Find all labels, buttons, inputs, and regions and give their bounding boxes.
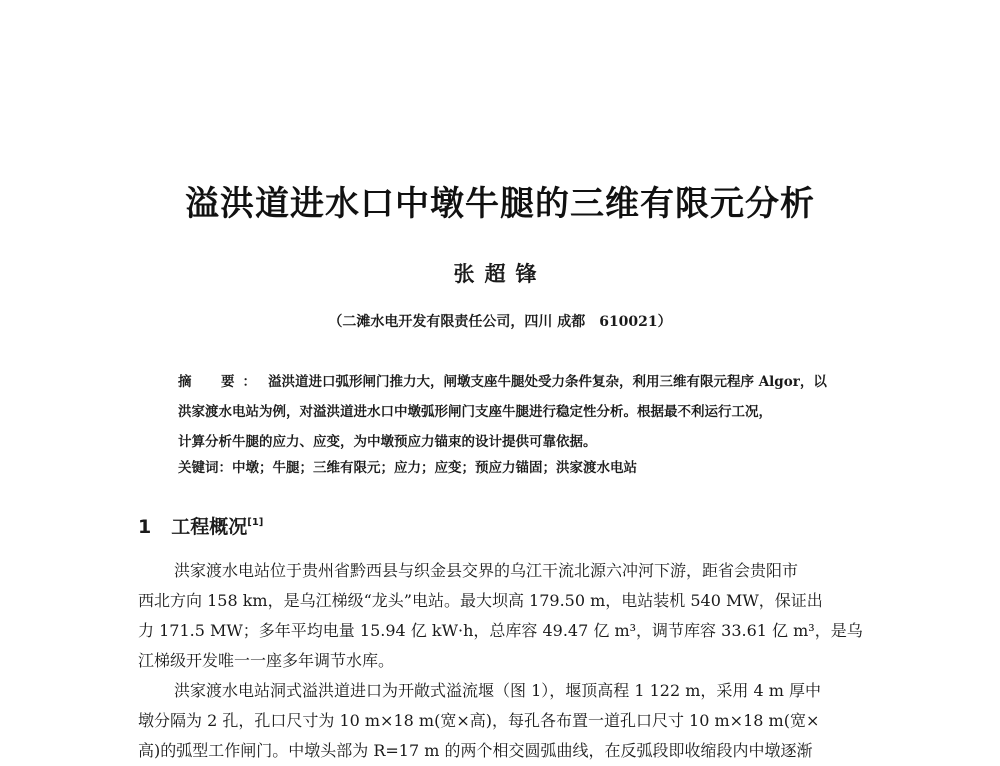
abstract-label: 摘 要： <box>178 374 264 390</box>
abstract-line: 计算分析牛腿的应力、应变，为中墩预应力锚束的设计提供可靠依据。 <box>178 434 597 450</box>
paragraph-line: 墩分隔为 2 孔，孔口尺寸为 10 m×18 m(宽×高)，每孔各布置一道孔口尺寸 10 m×18 m(宽× <box>138 711 820 730</box>
section-heading <box>138 512 263 539</box>
section-reference: [1] <box>247 517 264 528</box>
keywords-label: 关键词： <box>178 460 232 476</box>
paragraph-line: 高)的弧型工作闸门。中墩头部为 R=17 m 的两个相交圆弧曲线，在反弧段即收缩段内中墩逐渐 <box>138 741 813 760</box>
paper-title: 溢洪道进水口中墩牛腿的三维有限元分析 <box>185 184 815 224</box>
section-number: 1 <box>138 516 152 538</box>
paragraph-line: 江梯级开发唯一一座多年调节水库。 <box>138 651 395 670</box>
body-text <box>138 556 866 766</box>
paper-author: 张超锋 <box>453 261 547 286</box>
paragraph-line: 西北方向 158 km，是乌江梯级“龙头”电站。最大坝高 179.50 m，电站装机 540 MW，保证出 <box>138 591 823 610</box>
paragraph-line: 洪家渡水电站位于贵州省黔西县与织金县交界的乌江干流北源六冲河下游，距省会贵阳市 <box>174 561 799 580</box>
section-title: 工程概况 <box>171 516 248 538</box>
abstract <box>178 367 826 457</box>
author-affiliation: （二滩水电开发有限责任公司，四川 成都 610021） <box>328 314 672 330</box>
keywords <box>178 456 826 476</box>
abstract-text: 溢洪道进口弧形闸门推力大，闸墩支座牛腿处受力条件复杂，利用三维有限元程序 Algor，以 <box>268 374 827 390</box>
keywords-text: 中墩；牛腿；三维有限元；应力；应变；预应力锚固；洪家渡水电站 <box>232 460 637 476</box>
abstract-line: 洪家渡水电站为例，对溢洪道进水口中墩弧形闸门支座牛腿进行稳定性分析。根据最不利运行工况， <box>178 404 772 420</box>
paragraph-line: 力 171.5 MW；多年平均电量 15.94 亿 kW·h，总库容 49.47 亿 m³，调节库容 33.61 亿 m³，是乌 <box>138 621 863 640</box>
paragraph-line: 洪家渡水电站洞式溢洪道进口为开敞式溢流堰（图 1），堰顶高程 1 122 m，采用 4 m 厚中 <box>174 681 822 700</box>
abstract-line <box>178 367 826 397</box>
